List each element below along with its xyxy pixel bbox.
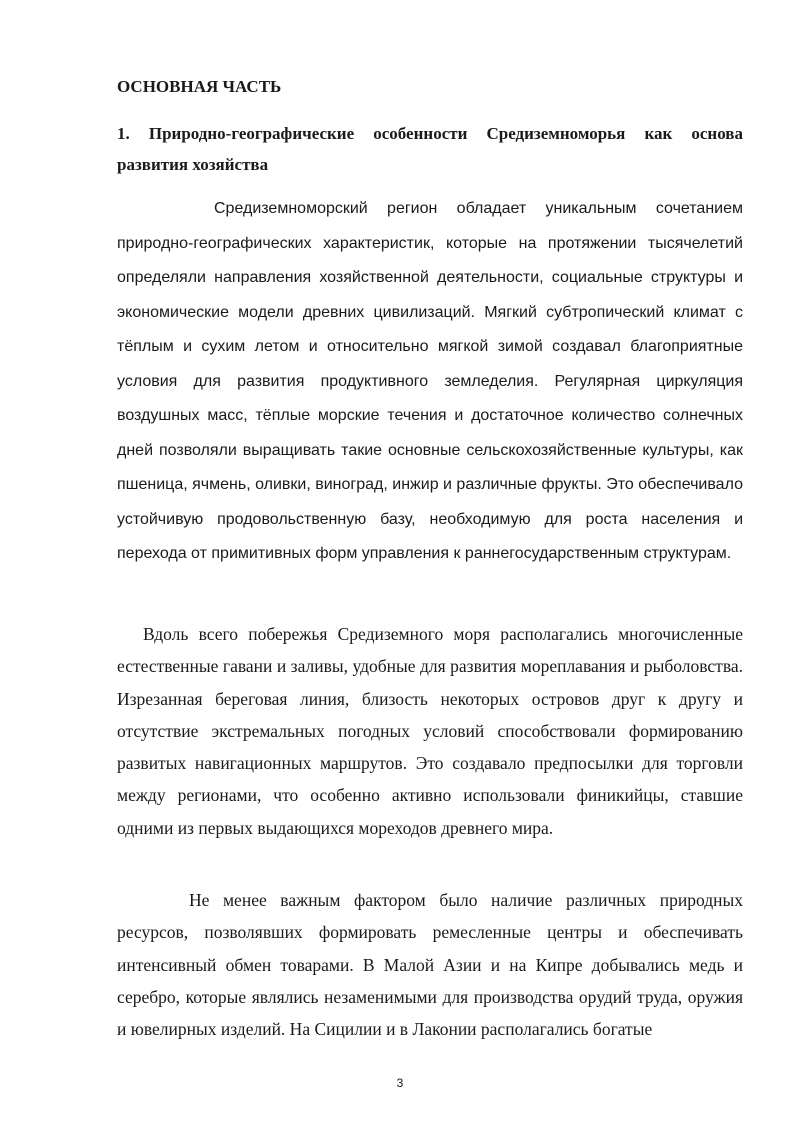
- body-paragraph-1: Средиземноморский регион обладает уникальным сочетанием природно-географических характеристик, которые на протяжении тысячелетий определяли направления хозяйственной деятельности, социальные структуры и экономические модели древних цивилизаций. Мягкий субтропический климат с тёплым и сухим летом и относительно мягкой зимой создавал благоприятные условия для развития продуктивного земледелия. Регулярная циркуляция воздушных масс, тёплые морские течения и достаточное количество солнечных дней позволяли выращивать такие основные сельскохозяйственные культуры, как пшеница, ячмень, оливки, виноград, инжир и различные фрукты. Это обеспечивало устойчивую продовольственную базу, необходимую для роста населения и перехода от примитивных форм управления к раннегосударственным структурам.: [117, 200, 743, 562]
- page-number: 3: [396, 1076, 404, 1090]
- chapter-heading: ОСНОВНАЯ ЧАСТЬ: [117, 77, 282, 96]
- section-heading: 1. Природно-географические особенности Средиземноморья как основа развития хозяйства: [117, 124, 743, 174]
- body-paragraph-3: Не менее важным фактором было наличие различных природных ресурсов, позволявших формировать ремесленные центры и обеспечивать интенсивный обмен товарами. В Малой Азии и на Кипре добывались медь и серебро, которые являлись незаменимыми для производства орудий труда, оружия и ювелирных изделий. На Сицилии и в Лаконии располагались богатые: [117, 890, 743, 1040]
- body-paragraph-2: Вдоль всего побережья Средиземного моря располагались многочисленные естественные гавани и заливы, удобные для развития мореплавания и рыболовства. Изрезанная береговая линия, близость некоторых островов друг к другу и отсутствие экстремальных погодных условий способствовали формированию развитых навигационных маршрутов. Это создавало предпосылки для торговли между регионами, что особенно активно использовали финикийцы, ставшие одними из первых выдающихся мореходов древнего мира.: [117, 624, 743, 838]
